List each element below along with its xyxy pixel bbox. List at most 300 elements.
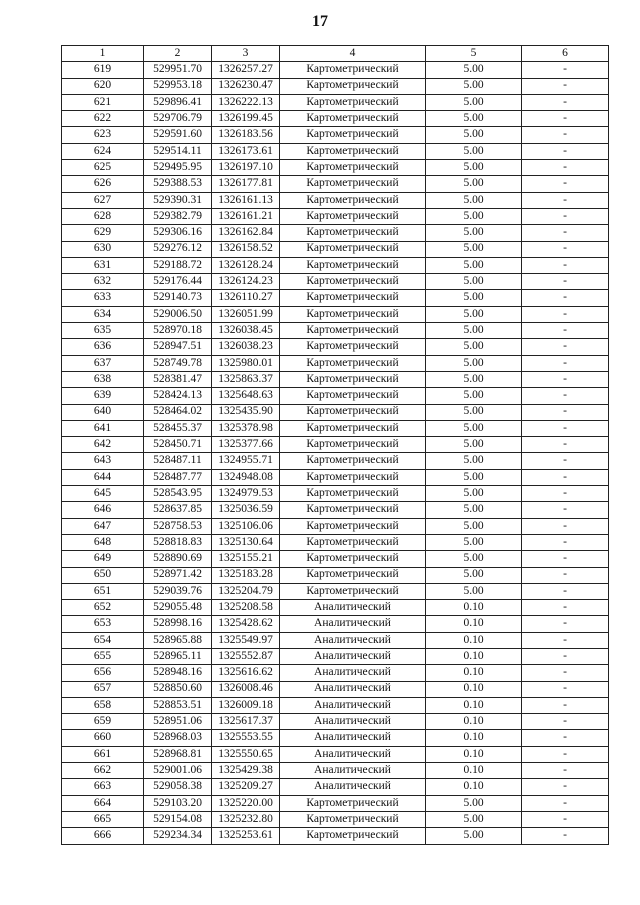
y-coordinate-cell: 1325428.62	[212, 616, 280, 632]
description-cell: -	[522, 648, 609, 664]
column-header: 3	[212, 46, 280, 62]
y-coordinate-cell: 1324948.08	[212, 469, 280, 485]
description-cell: -	[522, 551, 609, 567]
y-coordinate-cell: 1326110.27	[212, 290, 280, 306]
description-cell: -	[522, 420, 609, 436]
x-coordinate-cell: 529953.18	[144, 78, 212, 94]
column-header: 4	[280, 46, 426, 62]
y-coordinate-cell: 1325617.37	[212, 714, 280, 730]
point-number-cell: 629	[62, 225, 144, 241]
description-cell: -	[522, 763, 609, 779]
point-number-cell: 639	[62, 388, 144, 404]
point-number-cell: 635	[62, 323, 144, 339]
y-coordinate-cell: 1325378.98	[212, 420, 280, 436]
description-cell: -	[522, 111, 609, 127]
description-cell: -	[522, 323, 609, 339]
accuracy-cell: 5.00	[426, 192, 522, 208]
description-cell: -	[522, 616, 609, 632]
y-coordinate-cell: 1326230.47	[212, 78, 280, 94]
table-header-row	[62, 46, 609, 62]
x-coordinate-cell: 529058.38	[144, 779, 212, 795]
x-coordinate-cell: 529140.73	[144, 290, 212, 306]
accuracy-cell: 5.00	[426, 160, 522, 176]
table-row	[62, 127, 609, 143]
description-cell: -	[522, 160, 609, 176]
method-cell: Картометрический	[280, 241, 426, 257]
y-coordinate-cell: 1326199.45	[212, 111, 280, 127]
y-coordinate-cell: 1326257.27	[212, 62, 280, 78]
table-row	[62, 795, 609, 811]
accuracy-cell: 0.10	[426, 714, 522, 730]
table-row	[62, 600, 609, 616]
description-cell: -	[522, 779, 609, 795]
y-coordinate-cell: 1326124.23	[212, 274, 280, 290]
y-coordinate-cell: 1324955.71	[212, 453, 280, 469]
point-number-cell: 644	[62, 469, 144, 485]
description-cell: -	[522, 241, 609, 257]
method-cell: Аналитический	[280, 714, 426, 730]
method-cell: Аналитический	[280, 632, 426, 648]
y-coordinate-cell: 1326173.61	[212, 143, 280, 159]
method-cell: Картометрический	[280, 437, 426, 453]
table-row	[62, 208, 609, 224]
accuracy-cell: 5.00	[426, 567, 522, 583]
description-cell: -	[522, 665, 609, 681]
x-coordinate-cell: 528947.51	[144, 339, 212, 355]
x-coordinate-cell: 528998.16	[144, 616, 212, 632]
point-number-cell: 647	[62, 518, 144, 534]
y-coordinate-cell: 1325429.38	[212, 763, 280, 779]
point-number-cell: 628	[62, 208, 144, 224]
accuracy-cell: 5.00	[426, 795, 522, 811]
x-coordinate-cell: 529306.16	[144, 225, 212, 241]
x-coordinate-cell: 528464.02	[144, 404, 212, 420]
description-cell: -	[522, 257, 609, 273]
y-coordinate-cell: 1326161.13	[212, 192, 280, 208]
description-cell: -	[522, 730, 609, 746]
method-cell: Картометрический	[280, 111, 426, 127]
description-cell: -	[522, 306, 609, 322]
accuracy-cell: 0.10	[426, 746, 522, 762]
method-cell: Аналитический	[280, 730, 426, 746]
x-coordinate-cell: 529188.72	[144, 257, 212, 273]
y-coordinate-cell: 1325549.97	[212, 632, 280, 648]
accuracy-cell: 5.00	[426, 486, 522, 502]
accuracy-cell: 5.00	[426, 437, 522, 453]
point-number-cell: 642	[62, 437, 144, 453]
point-number-cell: 652	[62, 600, 144, 616]
point-number-cell: 651	[62, 583, 144, 599]
table-row	[62, 404, 609, 420]
description-cell: -	[522, 208, 609, 224]
method-cell: Картометрический	[280, 225, 426, 241]
table-row	[62, 241, 609, 257]
description-cell: -	[522, 355, 609, 371]
accuracy-cell: 5.00	[426, 306, 522, 322]
method-cell: Картометрический	[280, 290, 426, 306]
point-number-cell: 637	[62, 355, 144, 371]
x-coordinate-cell: 528968.03	[144, 730, 212, 746]
y-coordinate-cell: 1325616.62	[212, 665, 280, 681]
method-cell: Картометрический	[280, 583, 426, 599]
x-coordinate-cell: 529896.41	[144, 94, 212, 110]
column-header: 2	[144, 46, 212, 62]
method-cell: Картометрический	[280, 453, 426, 469]
point-number-cell: 622	[62, 111, 144, 127]
column-header: 5	[426, 46, 522, 62]
table-row	[62, 453, 609, 469]
table-row	[62, 714, 609, 730]
y-coordinate-cell: 1325553.55	[212, 730, 280, 746]
x-coordinate-cell: 529039.76	[144, 583, 212, 599]
x-coordinate-cell: 528970.18	[144, 323, 212, 339]
table-row	[62, 681, 609, 697]
point-number-cell: 661	[62, 746, 144, 762]
description-cell: -	[522, 811, 609, 827]
y-coordinate-cell: 1326177.81	[212, 176, 280, 192]
method-cell: Картометрический	[280, 78, 426, 94]
point-number-cell: 659	[62, 714, 144, 730]
method-cell: Аналитический	[280, 779, 426, 795]
description-cell: -	[522, 143, 609, 159]
table-row	[62, 62, 609, 78]
accuracy-cell: 5.00	[426, 208, 522, 224]
x-coordinate-cell: 529103.20	[144, 795, 212, 811]
table-row	[62, 665, 609, 681]
x-coordinate-cell: 528818.83	[144, 534, 212, 550]
description-cell: -	[522, 583, 609, 599]
table-row	[62, 78, 609, 94]
point-number-cell: 664	[62, 795, 144, 811]
method-cell: Аналитический	[280, 763, 426, 779]
accuracy-cell: 5.00	[426, 323, 522, 339]
description-cell: -	[522, 681, 609, 697]
method-cell: Аналитический	[280, 600, 426, 616]
point-number-cell: 630	[62, 241, 144, 257]
y-coordinate-cell: 1325183.28	[212, 567, 280, 583]
table-row	[62, 697, 609, 713]
point-number-cell: 621	[62, 94, 144, 110]
y-coordinate-cell: 1326161.21	[212, 208, 280, 224]
accuracy-cell: 5.00	[426, 111, 522, 127]
description-cell: -	[522, 453, 609, 469]
point-number-cell: 662	[62, 763, 144, 779]
accuracy-cell: 5.00	[426, 502, 522, 518]
y-coordinate-cell: 1325648.63	[212, 388, 280, 404]
point-number-cell: 638	[62, 371, 144, 387]
y-coordinate-cell: 1326008.46	[212, 681, 280, 697]
method-cell: Аналитический	[280, 681, 426, 697]
x-coordinate-cell: 529382.79	[144, 208, 212, 224]
description-cell: -	[522, 62, 609, 78]
y-coordinate-cell: 1325208.58	[212, 600, 280, 616]
table-row	[62, 469, 609, 485]
accuracy-cell: 0.10	[426, 730, 522, 746]
accuracy-cell: 5.00	[426, 469, 522, 485]
table-row	[62, 811, 609, 827]
accuracy-cell: 5.00	[426, 404, 522, 420]
method-cell: Картометрический	[280, 795, 426, 811]
description-cell: -	[522, 388, 609, 404]
accuracy-cell: 5.00	[426, 828, 522, 844]
y-coordinate-cell: 1326162.84	[212, 225, 280, 241]
x-coordinate-cell: 529951.70	[144, 62, 212, 78]
point-number-cell: 632	[62, 274, 144, 290]
method-cell: Картометрический	[280, 306, 426, 322]
x-coordinate-cell: 529055.48	[144, 600, 212, 616]
table-row	[62, 94, 609, 110]
description-cell: -	[522, 534, 609, 550]
table-row	[62, 323, 609, 339]
y-coordinate-cell: 1325980.01	[212, 355, 280, 371]
y-coordinate-cell: 1326009.18	[212, 697, 280, 713]
accuracy-cell: 5.00	[426, 62, 522, 78]
point-number-cell: 650	[62, 567, 144, 583]
x-coordinate-cell: 528749.78	[144, 355, 212, 371]
method-cell: Картометрический	[280, 94, 426, 110]
point-number-cell: 625	[62, 160, 144, 176]
x-coordinate-cell: 528455.37	[144, 420, 212, 436]
method-cell: Картометрический	[280, 274, 426, 290]
table-row	[62, 371, 609, 387]
accuracy-cell: 5.00	[426, 371, 522, 387]
accuracy-cell: 5.00	[426, 388, 522, 404]
point-number-cell: 645	[62, 486, 144, 502]
y-coordinate-cell: 1326051.99	[212, 306, 280, 322]
y-coordinate-cell: 1325863.37	[212, 371, 280, 387]
point-number-cell: 654	[62, 632, 144, 648]
method-cell: Картометрический	[280, 811, 426, 827]
point-number-cell: 655	[62, 648, 144, 664]
x-coordinate-cell: 528965.88	[144, 632, 212, 648]
description-cell: -	[522, 78, 609, 94]
method-cell: Картометрический	[280, 355, 426, 371]
description-cell: -	[522, 486, 609, 502]
method-cell: Аналитический	[280, 648, 426, 664]
accuracy-cell: 0.10	[426, 681, 522, 697]
x-coordinate-cell: 528971.42	[144, 567, 212, 583]
point-number-cell: 657	[62, 681, 144, 697]
y-coordinate-cell: 1325253.61	[212, 828, 280, 844]
table-row	[62, 567, 609, 583]
method-cell: Картометрический	[280, 534, 426, 550]
x-coordinate-cell: 529001.06	[144, 763, 212, 779]
table-row	[62, 176, 609, 192]
page-number: 17	[312, 13, 328, 30]
method-cell: Картометрический	[280, 486, 426, 502]
point-number-cell: 620	[62, 78, 144, 94]
table-row	[62, 192, 609, 208]
method-cell: Картометрический	[280, 192, 426, 208]
x-coordinate-cell: 529234.34	[144, 828, 212, 844]
point-number-cell: 633	[62, 290, 144, 306]
method-cell: Картометрический	[280, 176, 426, 192]
accuracy-cell: 5.00	[426, 518, 522, 534]
table-row	[62, 111, 609, 127]
method-cell: Картометрический	[280, 208, 426, 224]
column-header: 6	[522, 46, 609, 62]
accuracy-cell: 5.00	[426, 241, 522, 257]
description-cell: -	[522, 437, 609, 453]
accuracy-cell: 5.00	[426, 534, 522, 550]
x-coordinate-cell: 528853.51	[144, 697, 212, 713]
point-number-cell: 634	[62, 306, 144, 322]
description-cell: -	[522, 828, 609, 844]
x-coordinate-cell: 528890.69	[144, 551, 212, 567]
table-row	[62, 648, 609, 664]
accuracy-cell: 0.10	[426, 697, 522, 713]
y-coordinate-cell: 1324979.53	[212, 486, 280, 502]
table-row	[62, 534, 609, 550]
table-row	[62, 257, 609, 273]
accuracy-cell: 5.00	[426, 225, 522, 241]
table-row	[62, 502, 609, 518]
method-cell: Картометрический	[280, 567, 426, 583]
accuracy-cell: 5.00	[426, 355, 522, 371]
table-row	[62, 290, 609, 306]
table-row	[62, 388, 609, 404]
x-coordinate-cell: 528543.95	[144, 486, 212, 502]
table-row	[62, 583, 609, 599]
accuracy-cell: 0.10	[426, 600, 522, 616]
point-number-cell: 660	[62, 730, 144, 746]
accuracy-cell: 0.10	[426, 779, 522, 795]
method-cell: Картометрический	[280, 404, 426, 420]
y-coordinate-cell: 1326222.13	[212, 94, 280, 110]
description-cell: -	[522, 94, 609, 110]
description-cell: -	[522, 502, 609, 518]
x-coordinate-cell: 529706.79	[144, 111, 212, 127]
point-number-cell: 663	[62, 779, 144, 795]
y-coordinate-cell: 1325220.00	[212, 795, 280, 811]
x-coordinate-cell: 528948.16	[144, 665, 212, 681]
point-number-cell: 665	[62, 811, 144, 827]
x-coordinate-cell: 528758.53	[144, 518, 212, 534]
description-cell: -	[522, 371, 609, 387]
accuracy-cell: 5.00	[426, 143, 522, 159]
x-coordinate-cell: 528381.47	[144, 371, 212, 387]
table-row	[62, 616, 609, 632]
table-row	[62, 355, 609, 371]
y-coordinate-cell: 1325209.27	[212, 779, 280, 795]
accuracy-cell: 5.00	[426, 453, 522, 469]
accuracy-cell: 0.10	[426, 763, 522, 779]
description-cell: -	[522, 600, 609, 616]
accuracy-cell: 5.00	[426, 94, 522, 110]
description-cell: -	[522, 127, 609, 143]
accuracy-cell: 0.10	[426, 648, 522, 664]
method-cell: Аналитический	[280, 665, 426, 681]
point-number-cell: 627	[62, 192, 144, 208]
method-cell: Картометрический	[280, 828, 426, 844]
method-cell: Картометрический	[280, 388, 426, 404]
table-row	[62, 551, 609, 567]
accuracy-cell: 5.00	[426, 257, 522, 273]
accuracy-cell: 5.00	[426, 811, 522, 827]
point-number-cell: 636	[62, 339, 144, 355]
description-cell: -	[522, 192, 609, 208]
table-row	[62, 274, 609, 290]
point-number-cell: 641	[62, 420, 144, 436]
method-cell: Картометрический	[280, 371, 426, 387]
x-coordinate-cell: 528424.13	[144, 388, 212, 404]
table-row	[62, 486, 609, 502]
description-cell: -	[522, 518, 609, 534]
y-coordinate-cell: 1325036.59	[212, 502, 280, 518]
method-cell: Картометрический	[280, 127, 426, 143]
description-cell: -	[522, 176, 609, 192]
point-number-cell: 656	[62, 665, 144, 681]
description-cell: -	[522, 274, 609, 290]
method-cell: Аналитический	[280, 697, 426, 713]
x-coordinate-cell: 528968.81	[144, 746, 212, 762]
description-cell: -	[522, 746, 609, 762]
point-number-cell: 631	[62, 257, 144, 273]
accuracy-cell: 0.10	[426, 616, 522, 632]
y-coordinate-cell: 1325130.64	[212, 534, 280, 550]
accuracy-cell: 0.10	[426, 632, 522, 648]
x-coordinate-cell: 529006.50	[144, 306, 212, 322]
point-number-cell: 658	[62, 697, 144, 713]
description-cell: -	[522, 697, 609, 713]
x-coordinate-cell: 529176.44	[144, 274, 212, 290]
y-coordinate-cell: 1326197.10	[212, 160, 280, 176]
method-cell: Картометрический	[280, 339, 426, 355]
table-row	[62, 160, 609, 176]
table-row	[62, 779, 609, 795]
table-row	[62, 828, 609, 844]
method-cell: Картометрический	[280, 257, 426, 273]
y-coordinate-cell: 1326158.52	[212, 241, 280, 257]
accuracy-cell: 5.00	[426, 290, 522, 306]
x-coordinate-cell: 528951.06	[144, 714, 212, 730]
point-number-cell: 666	[62, 828, 144, 844]
table-row	[62, 746, 609, 762]
x-coordinate-cell: 529495.95	[144, 160, 212, 176]
point-number-cell: 624	[62, 143, 144, 159]
method-cell: Аналитический	[280, 616, 426, 632]
x-coordinate-cell: 528487.77	[144, 469, 212, 485]
description-cell: -	[522, 339, 609, 355]
accuracy-cell: 5.00	[426, 339, 522, 355]
x-coordinate-cell: 528850.60	[144, 681, 212, 697]
accuracy-cell: 5.00	[426, 127, 522, 143]
x-coordinate-cell: 529388.53	[144, 176, 212, 192]
x-coordinate-cell: 529591.60	[144, 127, 212, 143]
method-cell: Картометрический	[280, 323, 426, 339]
y-coordinate-cell: 1326128.24	[212, 257, 280, 273]
table-row	[62, 730, 609, 746]
x-coordinate-cell: 529514.11	[144, 143, 212, 159]
x-coordinate-cell: 528965.11	[144, 648, 212, 664]
method-cell: Картометрический	[280, 420, 426, 436]
x-coordinate-cell: 529276.12	[144, 241, 212, 257]
table-row	[62, 632, 609, 648]
description-cell: -	[522, 404, 609, 420]
accuracy-cell: 5.00	[426, 583, 522, 599]
y-coordinate-cell: 1325550.65	[212, 746, 280, 762]
method-cell: Картометрический	[280, 160, 426, 176]
method-cell: Картометрический	[280, 502, 426, 518]
table-row	[62, 143, 609, 159]
method-cell: Картометрический	[280, 469, 426, 485]
description-cell: -	[522, 469, 609, 485]
point-number-cell: 646	[62, 502, 144, 518]
point-number-cell: 653	[62, 616, 144, 632]
point-number-cell: 643	[62, 453, 144, 469]
y-coordinate-cell: 1325106.06	[212, 518, 280, 534]
description-cell: -	[522, 795, 609, 811]
